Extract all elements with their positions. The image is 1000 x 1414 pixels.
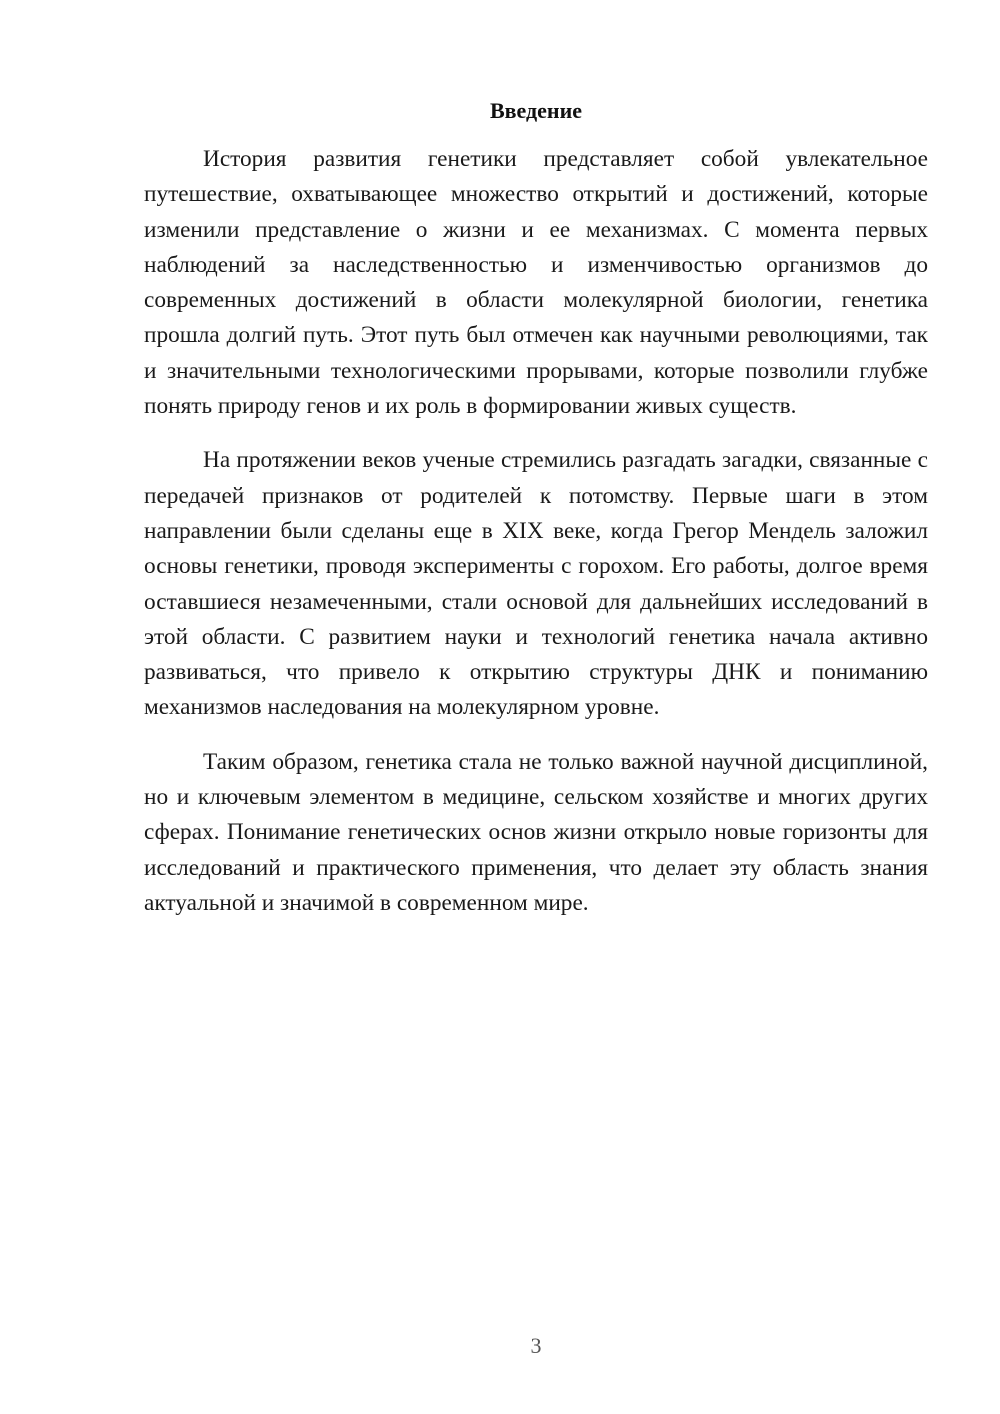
paragraph-1: История развития генетики представляет собой увлекательное путешествие, охватывающее множество открытий и достижений, которые изменили представление о жизни и ее механизмах. С момента первых наблюдений за наследственностью и изменчивостью организмов до современных достижений в области молекулярной биологии, генетика прошла долгий путь. Этот путь был отмечен как научными революциями, так и значительными технологическими прорывами, которые позволили глубже понять природу генов и их роль в формировании живых существ. bbox=[144, 146, 928, 420]
page-number: 3 bbox=[530, 1333, 542, 1358]
paragraph-3: Таким образом, генетика стала не только важной научной дисциплиной, но и ключевым элементом в медицине, сельском хозяйстве и многих других сферах. Понимание генетических основ жизни открыло новые горизонты для исследований и практического применения, что делает эту область знания актуальной и значимой в современном мире. bbox=[144, 748, 928, 916]
paragraph-2: На протяжении веков ученые стремились разгадать загадки, связанные с передачей признаков от родителей к потомству. Первые шаги в этом направлении были сделаны еще в XIX веке, когда Грегор Мендель заложил основы генетики, проводя эксперименты с горохом. Его работы, долгое время оставшиеся незамеченными, стали основой для дальнейших исследований в этой области. С развитием науки и технологий генетика начала активно развиваться, что привело к открытию структуры ДНК и пониманию механизмов наследования на молекулярном уровне. bbox=[144, 447, 928, 721]
section-heading: Введение bbox=[489, 98, 583, 123]
body-text bbox=[144, 142, 928, 940]
